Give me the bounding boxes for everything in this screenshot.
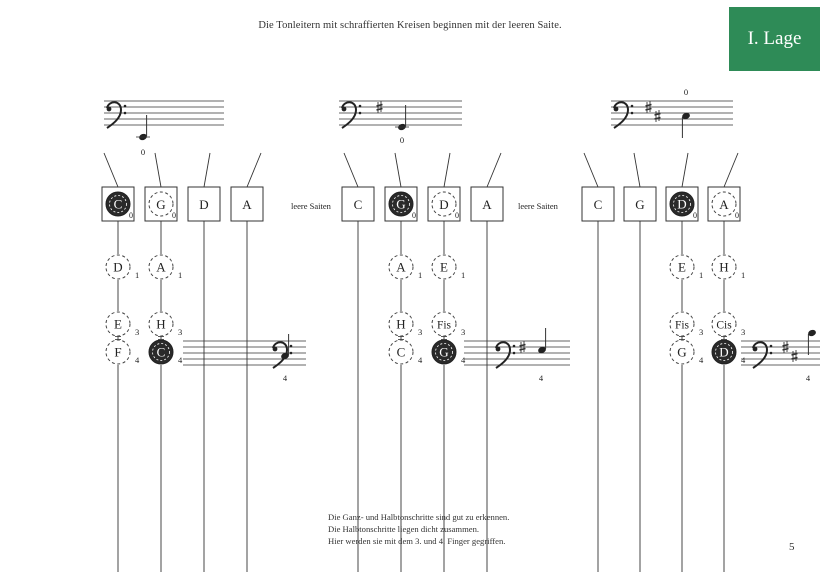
string-label: A xyxy=(482,197,492,212)
clef-dot xyxy=(273,347,278,352)
clef-dot xyxy=(770,345,773,348)
finger-number: 1 xyxy=(135,270,140,280)
clef-dot xyxy=(614,107,619,112)
clef-dot xyxy=(770,352,773,355)
string-box-D xyxy=(188,187,220,221)
note-label: H xyxy=(396,316,406,332)
note-circle-C xyxy=(389,340,423,365)
string-box-C xyxy=(582,187,614,221)
note-circle-G xyxy=(432,340,466,365)
clef-dot xyxy=(631,112,634,115)
string-connector xyxy=(584,153,598,187)
note-label: C xyxy=(396,344,406,360)
open-string-circle xyxy=(106,192,130,216)
upper-finger-number: 0 xyxy=(140,147,146,157)
upper-staff xyxy=(611,101,733,125)
open-finger-number: 0 xyxy=(412,211,416,220)
sharp-stroke xyxy=(377,105,383,107)
clef-curve xyxy=(496,342,510,368)
note-circle-D xyxy=(712,340,746,365)
sharp-stroke xyxy=(646,109,652,111)
clef-dot xyxy=(342,107,347,112)
caption-line-3: Hier werden sie mit dem 3. und 4. Finger gegriffen. xyxy=(328,536,506,546)
note-label: D xyxy=(113,259,123,275)
string-label: D xyxy=(199,197,209,212)
note-circle-Fis xyxy=(670,312,703,337)
finger-number: 3 xyxy=(699,327,704,337)
sharp-stroke xyxy=(792,354,798,356)
bass-clef-icon xyxy=(107,102,127,128)
note-label: D xyxy=(677,196,687,212)
clef-curve xyxy=(614,102,628,128)
sharp-stroke xyxy=(783,349,789,351)
caption-line-2: Die Halbtonschritte liegen dicht zusammen. xyxy=(328,524,480,534)
note-label: G xyxy=(677,344,687,360)
position-tab: I. Lage xyxy=(729,7,820,71)
string-box-A xyxy=(708,187,740,221)
note-label: C xyxy=(113,196,123,212)
note-circle-H xyxy=(149,312,182,337)
note-label: Fis xyxy=(674,319,690,332)
note-circle-F xyxy=(106,340,140,365)
note-circle-A xyxy=(149,255,182,280)
note-circle-D xyxy=(106,255,139,280)
clef-dot xyxy=(124,112,127,115)
caption-line-1: Die Ganz- und Halbtonschritte sind gut zu erkennen. xyxy=(328,512,510,522)
finger-number: 1 xyxy=(178,270,183,280)
open-finger-number: 0 xyxy=(172,211,176,220)
upper-staff xyxy=(339,101,462,125)
string-connector xyxy=(104,153,118,187)
finger-number: 4 xyxy=(699,355,704,365)
finger-number: 3 xyxy=(135,327,140,337)
sharp-stroke xyxy=(377,109,383,111)
clef-curve xyxy=(342,102,356,128)
note-label: E xyxy=(440,259,448,275)
clef-curve xyxy=(107,102,121,128)
string-label: D xyxy=(439,197,449,212)
finger-number: 4 xyxy=(178,355,183,365)
lower-finger-number: 4 xyxy=(805,373,811,383)
note-label: C xyxy=(156,344,166,360)
finger-number: 1 xyxy=(418,270,423,280)
lower-finger-number: 4 xyxy=(538,373,544,383)
clef-dot xyxy=(513,352,516,355)
sharp-icon xyxy=(655,110,661,122)
string-connector xyxy=(155,153,161,187)
note-label: A xyxy=(156,259,166,275)
clef-dot xyxy=(290,345,293,348)
string-label: G xyxy=(156,197,166,212)
note-icon xyxy=(807,329,817,355)
sharp-stroke xyxy=(783,345,789,347)
note-circle-E xyxy=(432,255,465,280)
bass-clef-icon xyxy=(614,102,634,128)
finger-number: 3 xyxy=(741,327,746,337)
finger-number: 4 xyxy=(418,355,423,365)
note-label: D xyxy=(719,344,729,360)
note-circle-Fis xyxy=(432,312,465,337)
note-label: Cis xyxy=(716,319,732,332)
sharp-stroke xyxy=(520,349,526,351)
finger-number: 1 xyxy=(699,270,704,280)
note-circle-H xyxy=(712,255,745,280)
sharp-stroke xyxy=(655,114,661,116)
string-connector xyxy=(344,153,358,187)
note-circle-E xyxy=(106,312,139,337)
clef-dot xyxy=(107,107,112,112)
string-label: G xyxy=(635,197,645,212)
clef-dot xyxy=(496,347,501,352)
note-label: E xyxy=(114,316,122,332)
string-connector xyxy=(204,153,210,187)
note-label: G xyxy=(439,344,449,360)
string-label: A xyxy=(242,197,252,212)
note-label: E xyxy=(678,259,686,275)
string-group-1 xyxy=(102,101,332,572)
string-box-A xyxy=(231,187,263,221)
open-finger-number: 0 xyxy=(693,211,697,220)
upper-finger-number: 0 xyxy=(399,135,405,145)
string-box-C xyxy=(342,187,374,221)
finger-number: 1 xyxy=(461,270,466,280)
string-connector xyxy=(395,153,401,187)
finger-number: 4 xyxy=(461,355,466,365)
note-circle-A xyxy=(389,255,422,280)
lower-staff xyxy=(464,341,570,365)
finger-number: 4 xyxy=(741,355,746,365)
open-string-circle xyxy=(389,192,413,216)
note-circle-C xyxy=(149,340,183,365)
string-connector xyxy=(724,153,738,187)
finger-number: 3 xyxy=(178,327,183,337)
instruction-note: Die Tonleitern mit schraffierten Kreisen beginnen mit der leeren Saite. xyxy=(258,20,562,31)
string-label: A xyxy=(719,197,729,212)
open-finger-number: 0 xyxy=(129,211,133,220)
clef-dot xyxy=(753,347,758,352)
finger-number: 1 xyxy=(741,270,746,280)
note-label: H xyxy=(719,259,729,275)
note-label: A xyxy=(396,259,406,275)
string-box-D xyxy=(666,187,698,221)
open-finger-number: 0 xyxy=(455,211,459,220)
string-box-G xyxy=(624,187,656,221)
string-box-G xyxy=(145,187,177,221)
string-box-G xyxy=(385,187,417,221)
string-group-3 xyxy=(582,87,820,572)
string-label: C xyxy=(353,197,363,212)
clef-dot xyxy=(124,105,127,108)
note-circle-H xyxy=(389,312,422,337)
note-circle-Cis xyxy=(712,312,745,337)
bass-clef-icon xyxy=(753,342,773,368)
string-label: C xyxy=(593,197,603,212)
upper-staff xyxy=(104,101,224,125)
note-circle-E xyxy=(670,255,703,280)
sharp-icon xyxy=(792,350,798,362)
sharp-stroke xyxy=(646,105,652,107)
finger-number: 3 xyxy=(418,327,423,337)
finger-number: 4 xyxy=(135,355,140,365)
string-connector xyxy=(444,153,450,187)
page-number: 5 xyxy=(789,541,795,553)
finger-number: 3 xyxy=(461,327,466,337)
note-label: G xyxy=(396,196,406,212)
string-box-D xyxy=(428,187,460,221)
note-label: F xyxy=(114,344,122,360)
open-strings-label: leere Saiten xyxy=(518,201,558,211)
note-label: Fis xyxy=(436,319,452,332)
string-connector xyxy=(682,153,688,187)
string-group-2 xyxy=(339,101,570,572)
note-circle-G xyxy=(670,340,704,365)
bass-clef-icon xyxy=(496,342,516,368)
open-string-circle xyxy=(670,192,694,216)
open-finger-number: 0 xyxy=(735,211,739,220)
caption xyxy=(328,511,509,547)
open-strings-label: leere Saiten xyxy=(291,201,331,211)
clef-dot xyxy=(290,352,293,355)
clef-dot xyxy=(513,345,516,348)
clef-dot xyxy=(359,105,362,108)
note-label: H xyxy=(156,316,166,332)
clef-dot xyxy=(631,105,634,108)
bass-clef-icon xyxy=(342,102,362,128)
string-connector xyxy=(634,153,640,187)
sharp-stroke xyxy=(520,345,526,347)
string-connector xyxy=(247,153,261,187)
string-connector xyxy=(487,153,501,187)
upper-finger-number: 0 xyxy=(683,87,689,97)
clef-curve xyxy=(753,342,767,368)
string-box-C xyxy=(102,187,134,221)
string-box-A xyxy=(471,187,503,221)
clef-dot xyxy=(359,112,362,115)
lower-finger-number: 4 xyxy=(282,373,288,383)
